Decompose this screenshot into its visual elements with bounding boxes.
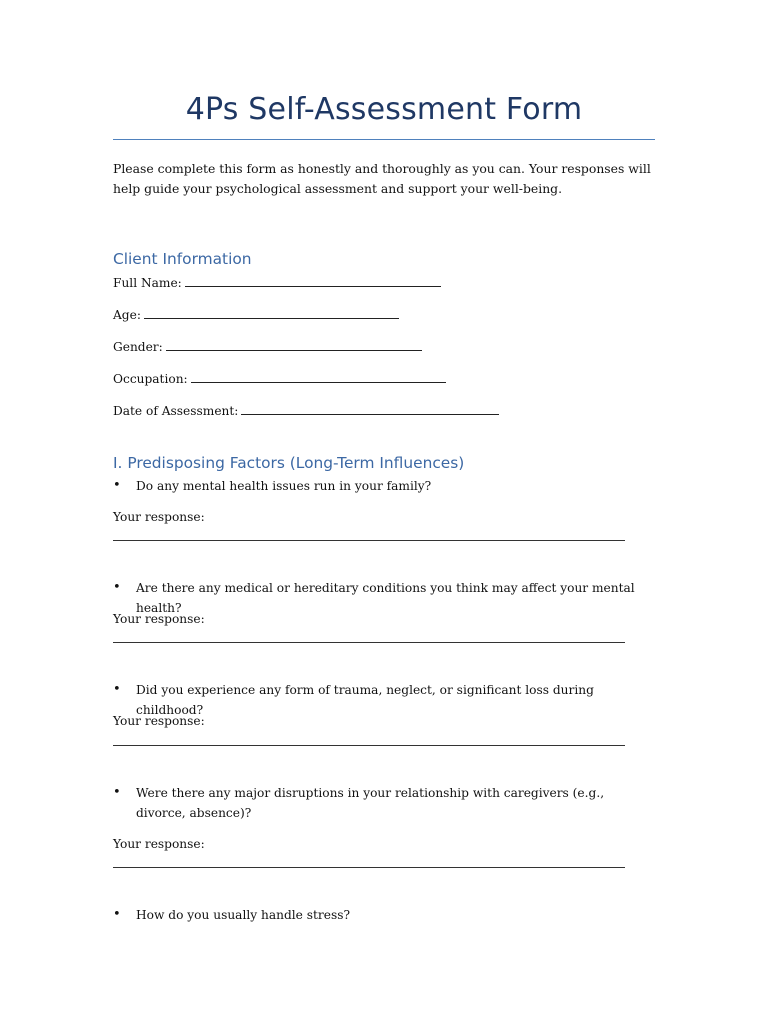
question-text: Did you experience any form of trauma, neglect, or significant loss during childhood? bbox=[136, 683, 594, 717]
occupation-label: Occupation: bbox=[113, 372, 188, 386]
full-name-label: Full Name: bbox=[113, 276, 182, 290]
date-of-assessment-label: Date of Assessment: bbox=[113, 404, 239, 418]
question-item bbox=[113, 905, 655, 925]
title-divider bbox=[113, 139, 655, 140]
gender-blank[interactable] bbox=[166, 339, 422, 351]
gender-label: Gender: bbox=[113, 340, 163, 354]
document-title: 4Ps Self-Assessment Form bbox=[185, 92, 583, 127]
full-name-blank[interactable] bbox=[185, 275, 441, 287]
bullet-icon: • bbox=[113, 907, 121, 922]
occupation-blank[interactable] bbox=[191, 371, 446, 383]
occupation-field[interactable] bbox=[113, 371, 446, 387]
bullet-icon: • bbox=[113, 580, 121, 595]
intro-paragraph: Please complete this form as honestly and thoroughly as you can. Your responses will help guide your psychological assessment and support your well-being. bbox=[113, 161, 651, 196]
response-label: Your response: bbox=[113, 612, 205, 626]
response-line[interactable] bbox=[113, 642, 625, 643]
date-of-assessment-field[interactable] bbox=[113, 403, 499, 419]
question-text: Are there any medical or hereditary conditions you think may affect your mental health? bbox=[136, 581, 635, 615]
response-label: Your response: bbox=[113, 510, 205, 524]
date-of-assessment-blank[interactable] bbox=[241, 403, 499, 415]
full-name-field[interactable] bbox=[113, 275, 441, 291]
question-text: Were there any major disruptions in your relationship with caregivers (e.g., divorce, absence)? bbox=[136, 786, 605, 820]
question-text: Do any mental health issues run in your family? bbox=[136, 479, 432, 493]
predisposing-factors-heading: I. Predisposing Factors (Long-Term Influences) bbox=[113, 454, 465, 472]
response-label: Your response: bbox=[113, 837, 205, 851]
bullet-icon: • bbox=[113, 785, 121, 800]
age-field[interactable] bbox=[113, 307, 399, 323]
gender-field[interactable] bbox=[113, 339, 422, 355]
question-text: How do you usually handle stress? bbox=[136, 908, 350, 922]
question-item bbox=[113, 476, 655, 496]
question-item bbox=[113, 783, 655, 823]
age-blank[interactable] bbox=[144, 307, 399, 319]
bullet-icon: • bbox=[113, 478, 121, 493]
client-info-heading: Client Information bbox=[113, 250, 252, 268]
response-label: Your response: bbox=[113, 714, 205, 728]
response-line[interactable] bbox=[113, 867, 625, 868]
response-line[interactable] bbox=[113, 540, 625, 541]
age-label: Age: bbox=[113, 308, 141, 322]
bullet-icon: • bbox=[113, 682, 121, 697]
response-line[interactable] bbox=[113, 745, 625, 746]
